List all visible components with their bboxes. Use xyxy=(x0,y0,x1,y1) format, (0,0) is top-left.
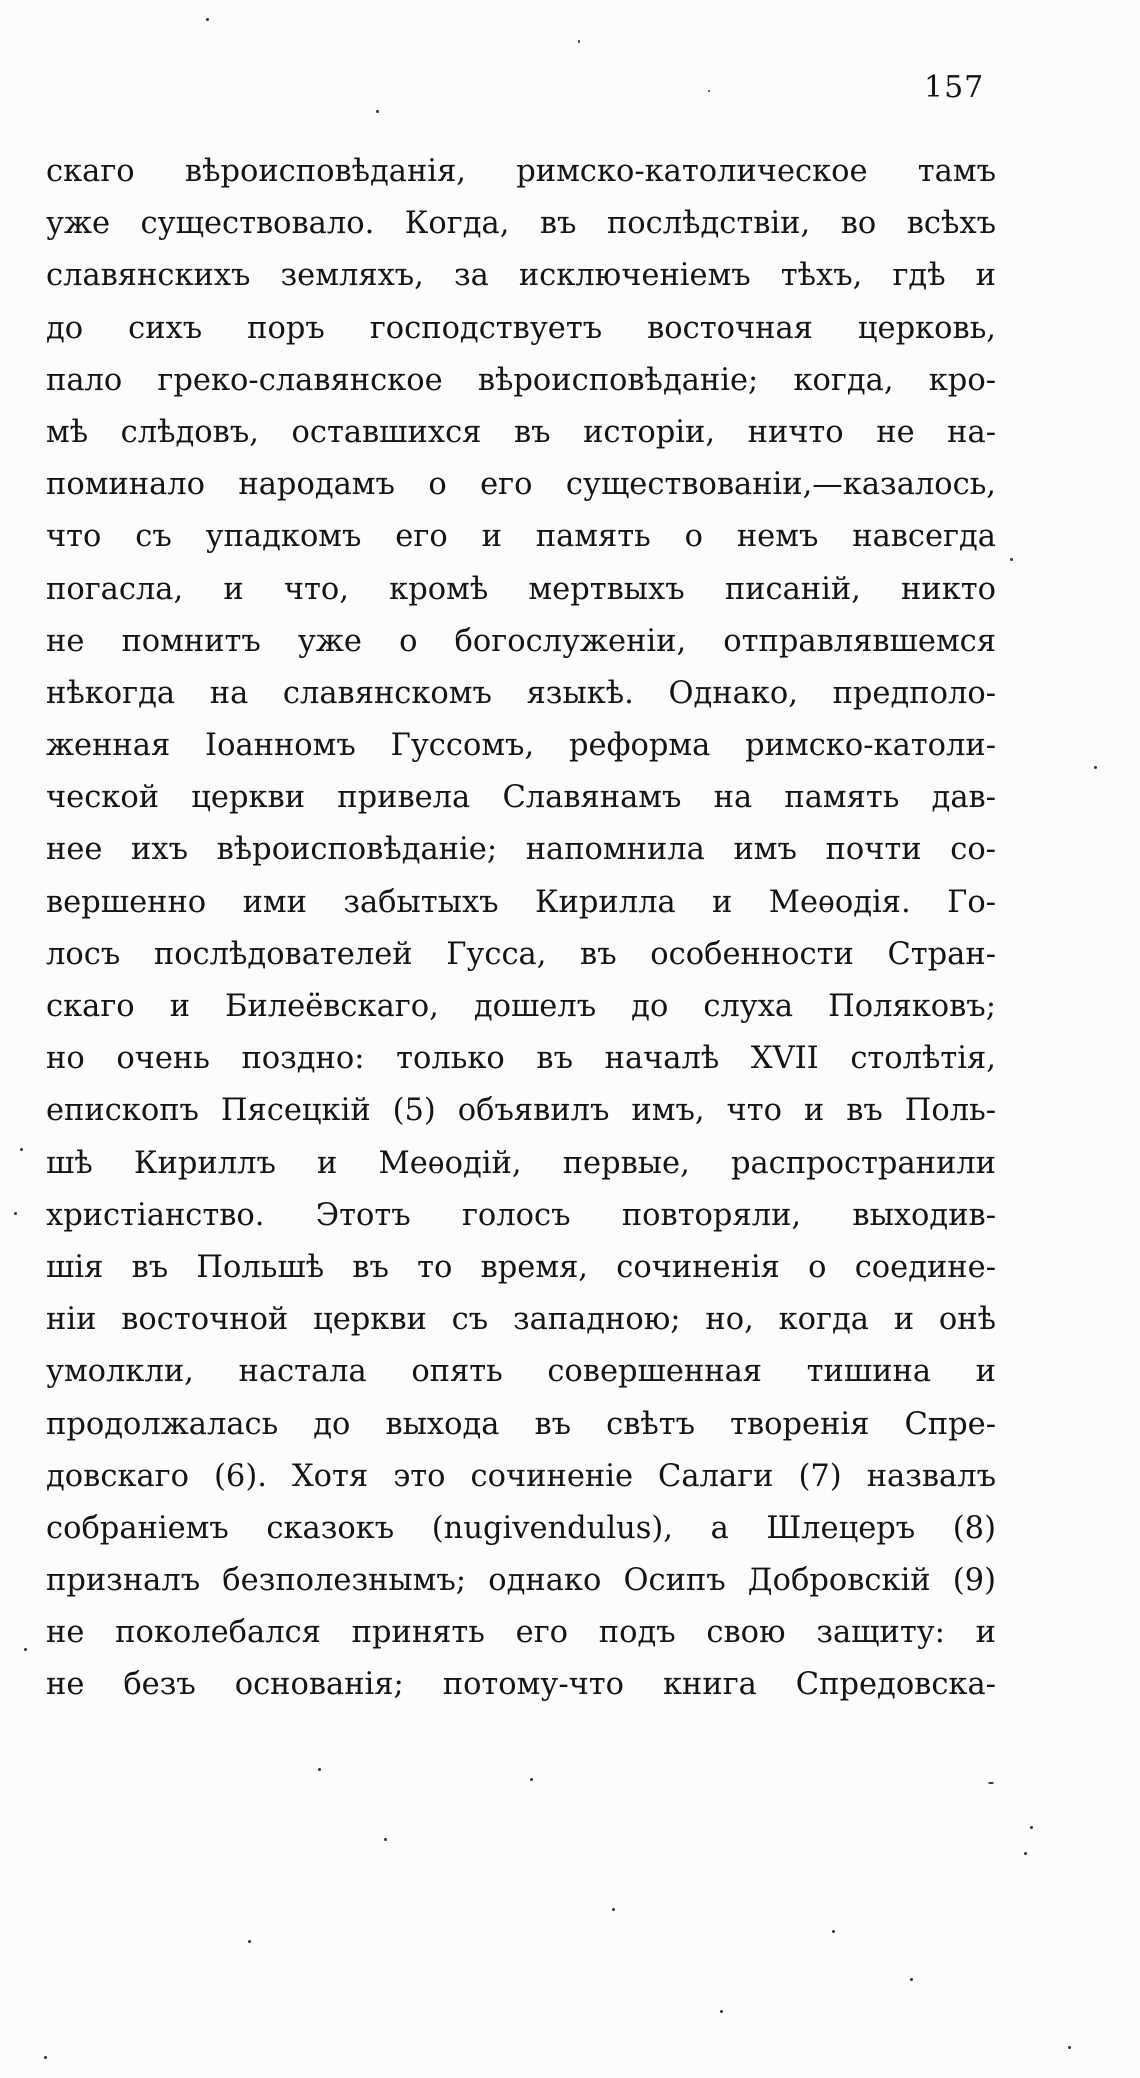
text-line: шѣ Кириллъ и Меѳодій, первые, распространили xyxy=(46,1145,996,1181)
text-line: нѣкогда на славянскомъ языкѣ. Однако, предполо- xyxy=(46,675,996,711)
scan-speck xyxy=(1094,766,1097,769)
text-line: христіанство. Этотъ голосъ повторяли, выходив- xyxy=(46,1197,996,1233)
text-line: женная Іоанномъ Гуссомъ, реформа римско-католи- xyxy=(46,728,996,764)
scan-speck xyxy=(1024,1852,1027,1855)
text-line: погасла, и что, кромѣ мертвыхъ писаній, никто xyxy=(46,571,996,607)
body-text xyxy=(46,146,996,1712)
scan-speck xyxy=(318,1768,321,1771)
text-line: нее ихъ вѣроисповѣданіе; напомнила имъ почти со- xyxy=(46,832,996,868)
text-line: продолжалась до выхода въ свѣтъ творенія Спре- xyxy=(46,1406,996,1442)
text-line: не поколебался принять его подъ свою защиту: и xyxy=(46,1615,996,1651)
scan-speck xyxy=(14,1212,17,1215)
text-line: не безъ основанія; потому-что книга Спредовска- xyxy=(46,1667,996,1703)
text-line: умолкли, настала опять совершенная тишина и xyxy=(46,1354,996,1390)
scan-speck xyxy=(20,1148,23,1151)
scan-speck xyxy=(384,1838,387,1841)
scan-speck xyxy=(44,2056,47,2059)
text-line: ческой церкви привела Славянамъ на память дав- xyxy=(46,780,996,816)
scan-speck xyxy=(1030,1826,1033,1829)
text-line: епископъ Пясецкій (5) объявилъ имъ, что и въ Поль- xyxy=(46,1093,996,1129)
scan-speck xyxy=(24,1648,27,1651)
text-line: но очень поздно: только въ началѣ XVII столѣтія, xyxy=(46,1041,996,1077)
scan-speck xyxy=(376,110,379,113)
scan-speck xyxy=(720,2010,723,2013)
page-number: 157 xyxy=(924,70,985,105)
text-line: собраніемъ сказокъ (nugivendulus), а Шлецеръ (8) xyxy=(46,1510,996,1546)
scan-speck xyxy=(612,1908,615,1911)
text-line: что съ упадкомъ его и память о немъ навсегда xyxy=(46,519,996,555)
scan-speck xyxy=(1010,558,1013,561)
text-line: скаго и Билеёвскаго, дошелъ до слуха Поляковъ; xyxy=(46,989,996,1024)
text-line: скаго вѣроисповѣданія, римско-католическое тамъ xyxy=(46,154,996,189)
text-line: довскаго (6). Хотя это сочиненіе Салаги (7) назвалъ xyxy=(46,1458,996,1494)
text-line: до сихъ поръ господствуетъ восточная церковь, xyxy=(46,310,996,346)
scan-speck xyxy=(206,18,209,21)
text-line: славянскихъ земляхъ, за исключеніемъ тѣхъ, гдѣ и xyxy=(46,258,996,294)
scan-speck xyxy=(910,1978,913,1981)
scan-speck xyxy=(578,40,580,43)
text-line: мѣ слѣдовъ, оставшихся въ исторіи, ничто не на- xyxy=(46,414,996,450)
text-line: поминало народамъ о его существованіи,—казалось, xyxy=(46,467,996,503)
text-line: шія въ Польшѣ въ то время, сочиненія о соедине- xyxy=(46,1249,996,1285)
scan-speck xyxy=(248,1940,251,1943)
scan-speck xyxy=(832,1930,835,1933)
text-line: ніи восточной церкви съ западною; но, когда и онѣ xyxy=(46,1302,996,1338)
text-line: пало греко-славянское вѣроисповѣданіе; когда, кро- xyxy=(46,362,996,398)
text-line: лосъ послѣдователей Гусса, въ особенности Стран- xyxy=(46,936,996,972)
text-line: вершенно ими забытыхъ Кирилла и Меѳодія. Го- xyxy=(46,884,996,920)
text-line: не помнитъ уже о богослуженіи, отправлявшемся xyxy=(46,623,996,659)
text-line: уже существовало. Когда, въ послѣдствіи, во всѣхъ xyxy=(46,206,996,242)
text-line: призналъ безполезнымъ; однако Осипъ Добровскій (9) xyxy=(46,1563,996,1599)
scan-speck xyxy=(1068,2046,1071,2049)
scan-speck xyxy=(530,1778,533,1781)
scan-speck xyxy=(708,90,710,92)
scan-speck xyxy=(988,1782,994,1784)
